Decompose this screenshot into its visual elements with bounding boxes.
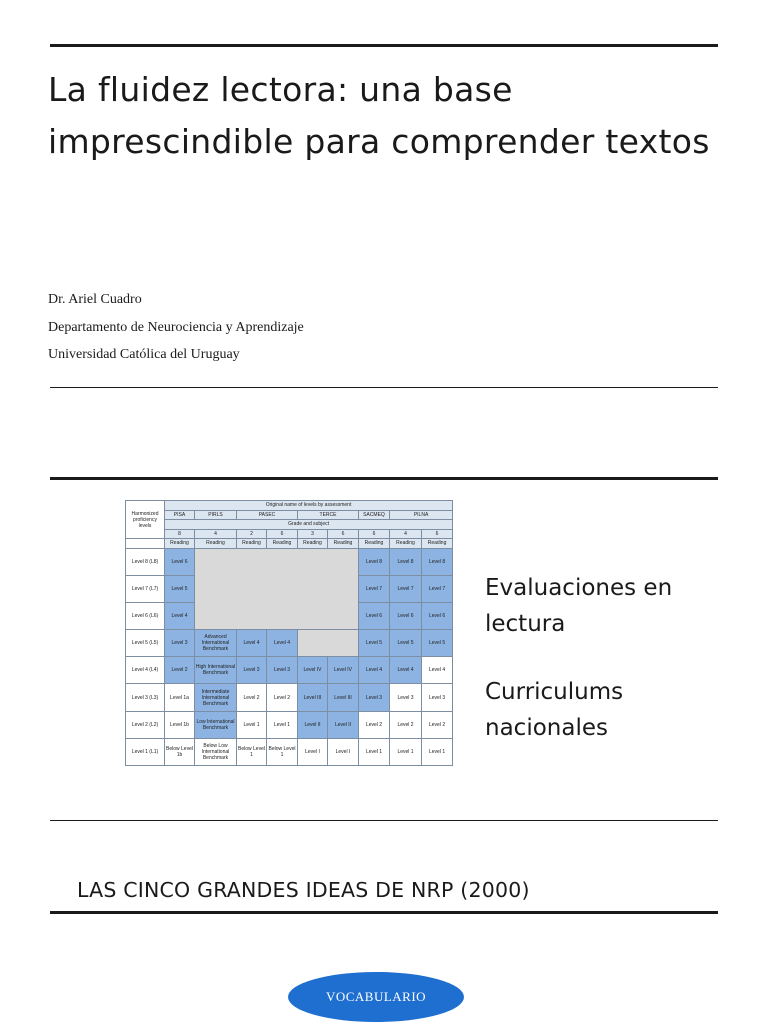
table-row — [126, 548, 453, 575]
subject-cell: Reading — [390, 539, 422, 549]
table-row — [126, 711, 453, 738]
level-cell: Below Low International Benchmark — [195, 738, 237, 765]
assessment-header: PILNA — [390, 510, 453, 520]
level-cell: Level 6 — [165, 548, 195, 575]
level-cell: Level 1 — [237, 711, 267, 738]
top-rule — [50, 44, 718, 47]
level-cell: Level 2 — [165, 657, 195, 684]
grade-cell: 3 — [298, 529, 328, 539]
level-cell: Level III — [298, 684, 328, 711]
grade-cell: 6 — [422, 529, 453, 539]
author-bottom-rule — [50, 387, 718, 388]
table-row — [126, 657, 453, 684]
level-cell: Level 8 — [422, 548, 453, 575]
level-cell: Low International Benchmark — [195, 711, 237, 738]
subject-cell: Reading — [267, 539, 298, 549]
level-cell: Level 1 — [267, 711, 298, 738]
level-cell: Level 2 — [390, 711, 422, 738]
level-cell: Level 3 — [237, 657, 267, 684]
assessment-header: PASEC — [237, 510, 298, 520]
side-text-evaluations: Evaluaciones en lectura — [485, 575, 673, 637]
grade-subject-header: Grade and subject — [165, 520, 453, 530]
author-university: Universidad Católica del Uruguay — [48, 347, 240, 362]
level-cell: Level II — [328, 711, 359, 738]
subject-cell: Reading — [328, 539, 359, 549]
level-label: Level 6 (L6) — [126, 602, 165, 629]
grade-cell: 6 — [267, 529, 298, 539]
author-name: Dr. Ariel Cuadro — [48, 292, 142, 307]
level-cell: Level 7 — [359, 575, 390, 602]
level-label: Level 8 (L8) — [126, 548, 165, 575]
level-cell: Level 1b — [165, 711, 195, 738]
level-cell: Level 4 — [267, 630, 298, 657]
grade-cell: 8 — [165, 529, 195, 539]
level-cell: Level 3 — [165, 630, 195, 657]
level-label: Level 2 (L2) — [126, 711, 165, 738]
subject-row — [126, 539, 453, 549]
vocabulario-button[interactable]: VOCABULARIO — [288, 972, 464, 1022]
level-cell: High International Benchmark — [195, 657, 237, 684]
level-cell: Level I — [328, 738, 359, 765]
level-cell: Level 5 — [422, 630, 453, 657]
subject-cell: Reading — [237, 539, 267, 549]
table-corner-label: Harmonized proficiency levels — [126, 501, 165, 539]
grade-cell: 6 — [359, 529, 390, 539]
level-cell: Level 1a — [165, 684, 195, 711]
table-row — [126, 684, 453, 711]
assessment-header: PIRLS — [195, 510, 237, 520]
section-top-rule — [50, 477, 718, 480]
author-department: Departamento de Neurociencia y Aprendizaje — [48, 319, 304, 335]
level-cell: Level IV — [298, 657, 328, 684]
level-cell: Level 4 — [359, 657, 390, 684]
level-cell: Level 8 — [390, 548, 422, 575]
level-cell: Level 3 — [422, 684, 453, 711]
level-cell: Level I — [298, 738, 328, 765]
level-cell: Level 7 — [390, 575, 422, 602]
subject-cell: Reading — [359, 539, 390, 549]
level-cell: Level 2 — [359, 711, 390, 738]
heading-underline — [50, 911, 718, 914]
level-cell: Level 4 — [237, 630, 267, 657]
level-cell: Level 1 — [390, 738, 422, 765]
level-cell: Level 7 — [422, 575, 453, 602]
level-cell: Level 3 — [390, 684, 422, 711]
side-text — [485, 570, 715, 778]
level-cell: Level 4 — [422, 657, 453, 684]
level-cell: Level 8 — [359, 548, 390, 575]
level-cell: Below Level 1 — [237, 738, 267, 765]
level-cell: Level 6 — [422, 602, 453, 629]
subject-cell: Reading — [195, 539, 237, 549]
assessment-header-row — [126, 510, 453, 520]
level-cell: Advanced International Benchmark — [195, 630, 237, 657]
level-label: Level 1 (L1) — [126, 738, 165, 765]
level-cell: Level 6 — [359, 602, 390, 629]
subject-cell: Reading — [165, 539, 195, 549]
assessment-header: TERCE — [298, 510, 359, 520]
level-label: Level 3 (L3) — [126, 684, 165, 711]
level-cell: Level 2 — [422, 711, 453, 738]
level-cell: Level 2 — [237, 684, 267, 711]
level-cell: Level 2 — [267, 684, 298, 711]
level-label: Level 5 (L5) — [126, 630, 165, 657]
level-cell: Level II — [298, 711, 328, 738]
level-cell: Level 1 — [359, 738, 390, 765]
level-cell: Level 5 — [165, 575, 195, 602]
level-label: Level 4 (L4) — [126, 657, 165, 684]
table-row — [126, 630, 453, 657]
assessment-header: SACMEQ — [359, 510, 390, 520]
level-cell: Intermediate International Benchmark — [195, 684, 237, 711]
level-cell: Level 4 — [165, 602, 195, 629]
page-title: La fluidez lectora: una base imprescindible para comprender textos — [48, 70, 710, 161]
empty-region — [298, 630, 359, 657]
table-row — [126, 738, 453, 765]
grade-cell: 4 — [390, 529, 422, 539]
level-cell: Below Level 1b — [165, 738, 195, 765]
level-cell: Level 5 — [390, 630, 422, 657]
level-cell: Level 5 — [359, 630, 390, 657]
subject-corner — [126, 539, 165, 549]
level-cell: Level IV — [328, 657, 359, 684]
level-cell: Level 4 — [390, 657, 422, 684]
level-cell: Below Level 1 — [267, 738, 298, 765]
assessment-levels-table — [125, 500, 453, 766]
assessment-header: PISA — [165, 510, 195, 520]
subject-cell: Reading — [298, 539, 328, 549]
subject-cell: Reading — [422, 539, 453, 549]
grade-cell: 6 — [328, 529, 359, 539]
level-cell: Level 6 — [390, 602, 422, 629]
level-label: Level 7 (L7) — [126, 575, 165, 602]
section-heading: LAS CINCO GRANDES IDEAS DE NRP (2000) — [77, 878, 530, 902]
grade-cell: 4 — [195, 529, 237, 539]
grade-cell: 2 — [237, 529, 267, 539]
author-block — [48, 286, 304, 369]
level-cell: Level 3 — [359, 684, 390, 711]
level-cell: Level III — [328, 684, 359, 711]
level-cell: Level 3 — [267, 657, 298, 684]
side-text-curriculums: Curriculums nacionales — [485, 679, 624, 741]
grade-row — [126, 529, 453, 539]
table-top-header: Original name of levels by assessment — [165, 501, 453, 511]
section-bottom-rule — [50, 820, 718, 821]
level-cell: Level 1 — [422, 738, 453, 765]
empty-region — [195, 548, 359, 630]
